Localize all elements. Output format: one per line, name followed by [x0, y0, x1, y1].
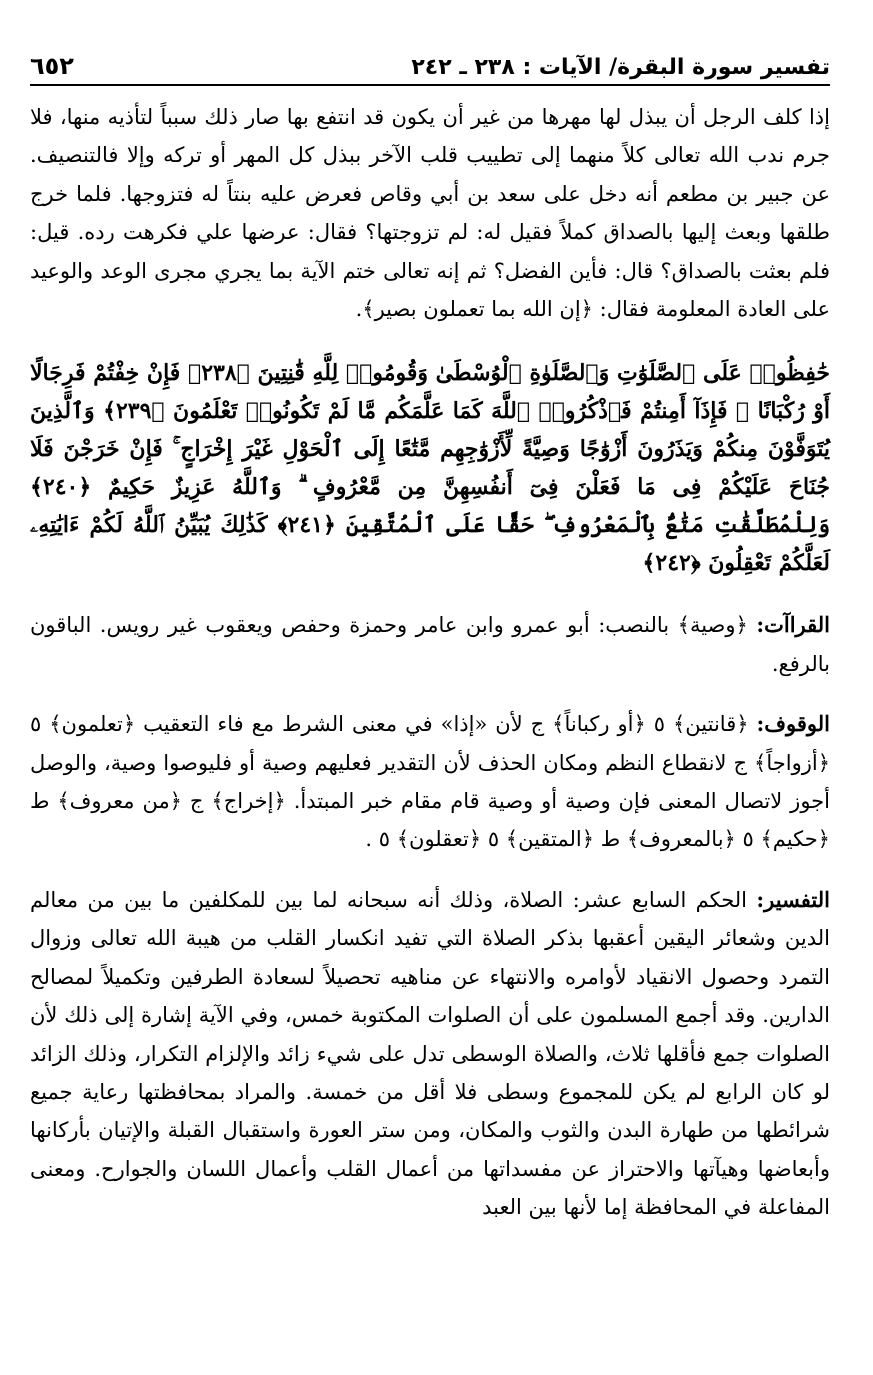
- quran-verses: حَٰفِظُوا۟ عَلَى ٱلصَّلَوَٰتِ وَٱلصَّلَوٰةِ ٱلْوُسْطَىٰ وَقُومُوا۟ لِلَّهِ قَٰنِتِينَ ﴿٢٣٨﴾ فَإِنْ خِفْتُمْ فَرِجَالًا أَوْ رُكْبَانًا ۖ فَإِذَآ أَمِنتُمْ فَٱذْكُرُوا۟ ٱللَّهَ كَمَا عَلَّمَكُم مَّا لَمْ تَكُونُوا۟ تَعْلَمُونَ ﴿٢٣٩﴾ وَٱلَّذِينَ يُتَوَفَّوْنَ مِنكُمْ وَيَذَرُونَ أَزْوَٰجًا وَصِيَّةً لِّأَزْوَٰجِهِم مَّتَٰعًا إِلَى ٱلْحَوْلِ غَيْرَ إِخْرَاجٍ ۚ فَإِنْ خَرَجْنَ فَلَا جُنَاحَ عَلَيْكُمْ فِى مَا فَعَلْنَ فِىٓ أَنفُسِهِنَّ مِن مَّعْرُوفٍ ۗ وَٱللَّهُ عَزِيزٌ حَكِيمٌ ﴿٢٤٠﴾ وَلِلْمُطَلَّقَٰتِ مَتَٰعٌۢ بِٱلْمَعْرُوفِ ۖ حَقًّا عَلَى ٱلْمُتَّقِينَ ﴿٢٤١﴾ كَذَٰلِكَ يُبَيِّنُ ٱللَّهُ لَكُمْ ءَايَٰتِهِۦ لَعَلَّكُمْ تَعْقِلُونَ ﴿٢٤٢﴾: [30, 360, 831, 577]
- wuquf-label: الوقوف:: [756, 711, 831, 737]
- running-title: تفسير سورة البقرة/ الآيات : ٢٣٨ ـ ٢٤٢: [411, 55, 830, 80]
- book-page: [30, 44, 830, 1227]
- tafsir-label: التفسير:: [756, 886, 830, 912]
- intro-paragraph: إذا كلف الرجل أن يبذل لها مهرها من غير أن يكون قد انتفع بها صار ذلك سبباً لتأذيه منها، فلا جرم ندب الله تعالى كلاً منهما إلى تطييب قلب الآخر ببذل كل المهر أو تركه وإلا فالتنصيف. عن جبير بن مطعم أنه دخل على سعد بن أبي وقاص فعرض عليه بنتاً له فتزوجها. فلما خرج طلقها وبعث إليها بالصداق كملاً فقيل له: لم تزوجتها؟ فقال: عرضها علي فكرهت رده. قيل: فلم بعثت بالصداق؟ قال: فأين الفضل؟ ثم إنه تعالى ختم الآية بما يجري مجرى الوعد والوعيد على العادة المعلومة فقال: ﴿إن الله بما تعملون بصير﴾.: [30, 105, 830, 322]
- page-number: ٦٥٢: [30, 52, 74, 80]
- wuquf-text: ﴿قانتين﴾ ٥ ﴿أو ركباناً﴾ ج لأن «إذا» في معنى الشرط مع فاء التعقيب ﴿تعلمون﴾ ٥ ﴿أزواجاً﴾ ج لانقطاع النظم ومكان الحذف لأن التقدير فعليهم وصية أو فليوصوا وصية، والوصل أجوز لاتصال المعنى فإن وصية أو وصية قام مقام خبر المبتدأ. ﴿إخراج﴾ ج ﴿من معروف﴾ ط ﴿حكيم﴾ ٥ ﴿بالمعروف﴾ ط ﴿المتقين﴾ ٥ ﴿تعقلون﴾ ٥ .: [30, 712, 830, 852]
- tafsir-text: الحكم السابع عشر: الصلاة، وذلك أنه سبحانه لما بين للمكلفين ما بين من معالم الدين وشعائر اليقين أعقبها بذكر الصلاة التي تفيد انكسار القلب من هيبة الله تعالى وزوال التمرد وحصول الانقياد لأوامره والانتهاء عن مناهيه تحصيلاً لسعادة الطرفين وتكميلاً لمصالح الدارين. وقد أجمع المسلمون على أن الصلوات المكتوبة خمس، وفي الآية إشارة إلى ذلك لأن الصلوات جمع فأقلها ثلاث، والصلاة الوسطى تدل على شيء زائد والإلزام التكرار، وذلك الزائد لو كان الرابع لم يكن للمجموع وسطى فلا أقل من خمسة. والمراد بمحافظتها رعاية جميع شرائطها من طهارة البدن والثوب والمكان، ومن ستر العورة واستقبال القبلة والإتيان بأركانها وأبعاضها وهيآتها والاحتراز عن مفسداتها من أعمال القلب وأعمال اللسان والجوارح. ومعنى المفاعلة في المحافظة إما لأنها بين العبد: [30, 887, 830, 1220]
- qiraat-text: ﴿وصية﴾ بالنصب: أبو عمرو وابن عامر وحمزة وحفص ويعقوب غير رويس. الباقون بالرفع.: [30, 613, 830, 676]
- qiraat-label: القراآت:: [756, 612, 830, 638]
- page-header: [30, 44, 830, 86]
- qiraat-paragraph: [30, 606, 830, 683]
- tafsir-paragraph: [30, 881, 830, 1227]
- wuquf-paragraph: [30, 705, 830, 859]
